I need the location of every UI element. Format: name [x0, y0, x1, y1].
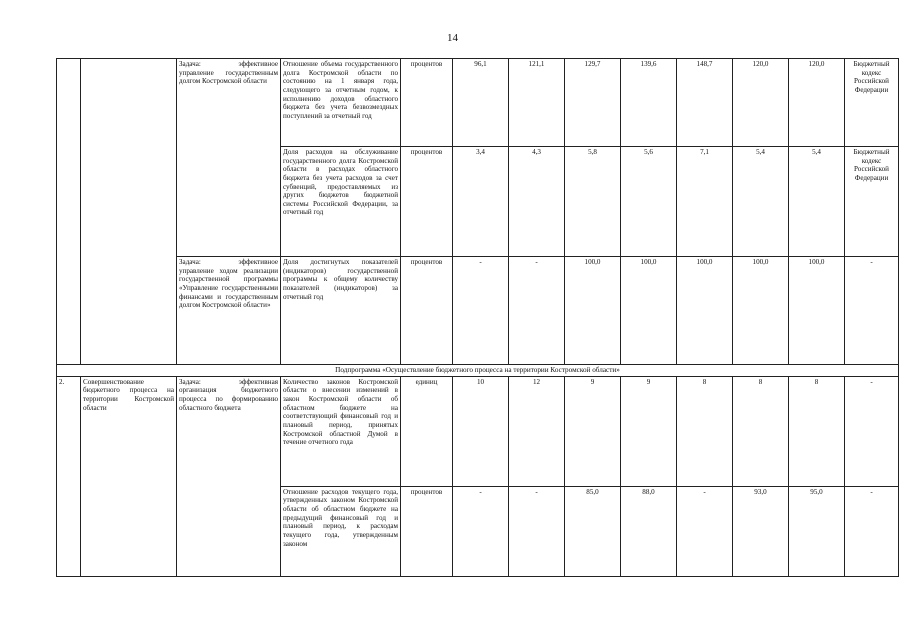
- table-row: [57, 257, 899, 365]
- value-cell: 8: [677, 376, 733, 486]
- value-cell: 8: [733, 376, 789, 486]
- value-cell: -: [453, 257, 509, 365]
- value-cell: -: [677, 486, 733, 576]
- indicator-cell: Отношение объема государственного долга Костромской области по состоянию на 1 января года, следующего за отчетным годом, к исполнению доходов областного бюджета без учета безвозмездных поступлений за отчетный год: [281, 59, 401, 147]
- value-cell: 5,8: [565, 147, 621, 257]
- value-cell: -: [509, 486, 565, 576]
- value-cell: 9: [621, 376, 677, 486]
- table-row: [57, 376, 899, 486]
- unit-cell: процентов: [401, 257, 453, 365]
- indicator-cell: Доля достигнутых показателей (индикаторов) государственной программы к общему количеству показателей (индикаторов) за отчетный год: [281, 257, 401, 365]
- value-cell: 120,0: [733, 59, 789, 147]
- value-cell: 10: [453, 376, 509, 486]
- indicators-table: [56, 58, 899, 577]
- subprogram-title: Подпрограмма «Осуществление бюджетного процесса на территории Костромской области»: [57, 365, 899, 377]
- value-cell: 96,1: [453, 59, 509, 147]
- task-cell: Задача: эффективное управление ходом реализации государственной программы «Управление государственными финансами и государственным долгом Костромской области»: [177, 257, 281, 365]
- value-cell: 5,4: [733, 147, 789, 257]
- value-cell: 9: [565, 376, 621, 486]
- value-cell: 129,7: [565, 59, 621, 147]
- value-cell: 121,1: [509, 59, 565, 147]
- source-cell: -: [845, 257, 899, 365]
- task-cell: Задача: эффективное управление государственным долгом Костромской области: [177, 59, 281, 257]
- task-cell: Задача: эффективная организация бюджетного процесса по формированию областного бюджета: [177, 376, 281, 576]
- value-cell: -: [509, 257, 565, 365]
- source-cell: Бюджетный кодекс Российской Федерации: [845, 59, 899, 147]
- value-cell: 88,0: [621, 486, 677, 576]
- value-cell: -: [453, 486, 509, 576]
- number-cell: [57, 59, 81, 365]
- value-cell: 148,7: [677, 59, 733, 147]
- indicator-cell: Отношение расходов текущего года, утвержденных законом Костромской области об областном бюджете на предыдущий финансовый год и плановый период, к расходам текущего года, утвержденным законом: [281, 486, 401, 576]
- table-row: [57, 59, 899, 147]
- unit-cell: процентов: [401, 486, 453, 576]
- value-cell: 120,0: [789, 59, 845, 147]
- value-cell: 100,0: [789, 257, 845, 365]
- value-cell: 100,0: [621, 257, 677, 365]
- value-cell: 4,3: [509, 147, 565, 257]
- table-row: [57, 365, 899, 377]
- goal-cell: Совершенствование бюджетного процесса на территории Костромской области: [81, 376, 177, 576]
- source-cell: -: [845, 486, 899, 576]
- value-cell: 5,4: [789, 147, 845, 257]
- source-cell: -: [845, 376, 899, 486]
- unit-cell: процентов: [401, 147, 453, 257]
- value-cell: 85,0: [565, 486, 621, 576]
- indicator-cell: Количество законов Костромской области о внесении изменений в закон Костромской области об областном бюджете на соответствующий финансовый год и плановый период, принятых Костромской областной Думой в течение отчетного года: [281, 376, 401, 486]
- value-cell: 100,0: [733, 257, 789, 365]
- value-cell: 100,0: [565, 257, 621, 365]
- value-cell: 3,4: [453, 147, 509, 257]
- value-cell: 5,6: [621, 147, 677, 257]
- value-cell: 8: [789, 376, 845, 486]
- value-cell: 100,0: [677, 257, 733, 365]
- unit-cell: процентов: [401, 59, 453, 147]
- indicator-cell: Доля расходов на обслуживание государственного долга Костромской области в расходах областного бюджета без учета расходов за счет субвенций, предоставляемых из других бюджетов бюджетной системы Российской Федерации, за отчетный год: [281, 147, 401, 257]
- number-cell: 2.: [57, 376, 81, 576]
- value-cell: 7,1: [677, 147, 733, 257]
- value-cell: 93,0: [733, 486, 789, 576]
- value-cell: 12: [509, 376, 565, 486]
- value-cell: 95,0: [789, 486, 845, 576]
- goal-cell: [81, 59, 177, 365]
- value-cell: 139,6: [621, 59, 677, 147]
- source-cell: Бюджетный кодекс Российской Федерации: [845, 147, 899, 257]
- page-number: 14: [447, 32, 458, 44]
- unit-cell: единиц: [401, 376, 453, 486]
